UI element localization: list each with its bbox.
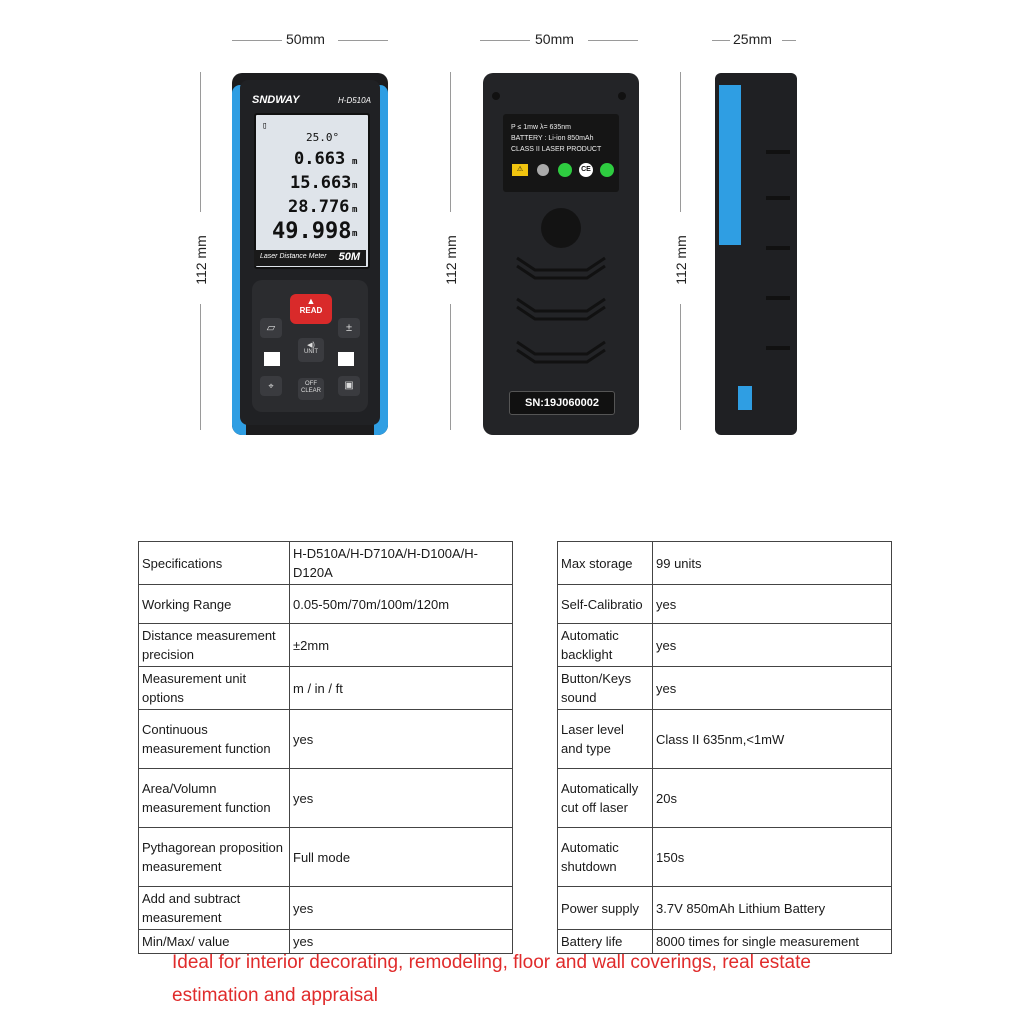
read-button-label: READ [299, 306, 323, 315]
spec-label-left: Area/Volumn measurement function [139, 769, 290, 828]
spec-label-right: Laser level and type [558, 710, 653, 769]
screw-right [618, 92, 626, 100]
spec-row [139, 624, 892, 667]
laser-warning-icon: ⚠ [512, 164, 528, 176]
lcd-reading-main: 49.998 [272, 219, 352, 244]
side-notch-1 [766, 150, 790, 154]
side-notch-3 [766, 246, 790, 250]
label-line-2: BATTERY : Li-ion 850mAh [511, 135, 594, 142]
side-notch-5 [766, 346, 790, 350]
spec-label-left: Continuous measurement function [139, 710, 290, 769]
spec-label-left: Distance measurement precision [139, 624, 290, 667]
area-button[interactable] [260, 318, 282, 338]
label-line-1: P ≤ 1mw λ= 635nm [511, 124, 571, 131]
side-width-label: 25mm [733, 31, 772, 47]
laser-warning-label [503, 114, 619, 192]
spec-row [139, 667, 892, 710]
spec-value-right: yes [653, 667, 892, 710]
lcd-unit-4: m [352, 229, 358, 239]
spec-label-left: Measurement unit options [139, 667, 290, 710]
unit-button[interactable] [298, 338, 324, 362]
tripod-socket [541, 208, 581, 248]
spec-table [138, 541, 892, 954]
ce-mark-icon: CE [579, 163, 593, 177]
spec-value-right: 150s [653, 828, 892, 887]
grip-chevron-2 [515, 297, 607, 321]
spec-gap [513, 710, 558, 769]
spec-value-left: H-D510A/H-D710A/H-D100A/H-D120A [290, 542, 513, 585]
front-height-label: 112 mm [192, 235, 209, 285]
lcd-reading-1: 0.663 [294, 149, 346, 169]
grip-chevron-3 [515, 340, 607, 364]
spec-value-right: yes [653, 624, 892, 667]
speaker-icon: ◀) [307, 342, 315, 349]
spec-value-right: 20s [653, 769, 892, 828]
spec-value-left: m / in / ft [290, 667, 513, 710]
spec-gap [513, 828, 558, 887]
lcd-unit-1: m [352, 157, 358, 167]
reference-button[interactable] [260, 376, 282, 396]
spec-value-left: yes [290, 769, 513, 828]
spec-gap [513, 585, 558, 624]
spec-gap [513, 769, 558, 828]
spec-gap [513, 667, 558, 710]
spec-label-right: Automatic backlight [558, 624, 653, 667]
label-line-3: CLASS II LASER PRODUCT [511, 146, 602, 153]
spec-value-left: Full mode [290, 828, 513, 887]
lcd-screen [254, 113, 370, 269]
model-label: H-D510A [338, 96, 371, 105]
serial-number-plate: SN:19J060002 [509, 391, 615, 415]
recycle-icon [558, 163, 572, 177]
spec-value-right: yes [653, 585, 892, 624]
unit-button-label: UNIT [304, 349, 318, 355]
lcd-unit-3: m [352, 205, 358, 215]
spec-value-right: 8000 times for single measurement [653, 930, 892, 954]
spec-row [139, 769, 892, 828]
footer-text: Ideal for interior decorating, remodeling, floor and wall coverings, real estate estimation and appraisal [172, 952, 811, 1006]
spec-label-right: Automatic shutdown [558, 828, 653, 887]
spec-value-right: 3.7V 850mAh Lithium Battery [653, 887, 892, 930]
lcd-reading-2: 15.663 [290, 173, 352, 193]
spec-label-right: Battery life [558, 930, 653, 954]
lcd-angle: 25.0° [306, 131, 340, 144]
spec-gap [513, 887, 558, 930]
white-tab-left [264, 352, 280, 366]
spec-row [139, 585, 892, 624]
brand-logo: SNDWAY [252, 94, 300, 106]
plus-minus-icon: ± [345, 322, 353, 334]
side-height-label: 112 mm [672, 235, 689, 285]
side-blue-grip [719, 85, 741, 245]
screen-caption: Laser Distance Meter [260, 253, 327, 260]
spec-row [139, 887, 892, 930]
spec-value-right: 99 units [653, 542, 892, 585]
lcd-reading-3: 28.776 [288, 197, 350, 217]
back-width-label: 50mm [535, 31, 574, 47]
spec-label-left: Add and subtract measurement [139, 887, 290, 930]
spec-label-left: Specifications [139, 542, 290, 585]
spec-label-right: Max storage [558, 542, 653, 585]
back-height-label: 112 mm [442, 235, 459, 285]
save-button[interactable] [338, 376, 360, 396]
laser-icon: ▯ [262, 121, 268, 131]
disposal-icon [537, 164, 549, 176]
spec-value-left: 0.05-50m/70m/100m/120m [290, 585, 513, 624]
spec-label-right: Self-Calibratio [558, 585, 653, 624]
rohs-icon [600, 163, 614, 177]
spec-value-left: yes [290, 930, 513, 954]
save-icon: ▣ [344, 380, 354, 391]
grip-chevron-1 [515, 256, 607, 280]
spec-label-right: Automatically cut off laser [558, 769, 653, 828]
screen-caption-bar [254, 250, 366, 266]
spec-label-right: Power supply [558, 887, 653, 930]
side-notch-2 [766, 196, 790, 200]
spec-label-left: Pythagorean proposition measurement [139, 828, 290, 887]
spec-label-left: Min/Max/ value [139, 930, 290, 954]
front-width-label: 50mm [286, 31, 325, 47]
lcd-unit-2: m [352, 181, 358, 191]
read-button[interactable] [290, 294, 332, 324]
white-tab-right [338, 352, 354, 366]
spec-value-left: yes [290, 710, 513, 769]
spec-row [139, 828, 892, 887]
side-usb-port [738, 386, 752, 410]
spec-value-left: ±2mm [290, 624, 513, 667]
up-arrow-icon: ▲ [306, 296, 316, 306]
spec-label-left: Working Range [139, 585, 290, 624]
screen-range: 50M [338, 251, 360, 263]
off-clear-button[interactable]: OFF CLEAR [298, 378, 324, 400]
spec-label-right: Button/Keys sound [558, 667, 653, 710]
spec-gap [513, 624, 558, 667]
screw-left [492, 92, 500, 100]
spec-gap [513, 542, 558, 585]
spec-row [139, 710, 892, 769]
spec-value-right: Class II 635nm,<1mW [653, 710, 892, 769]
area-icon: ▱ [266, 322, 276, 334]
side-notch-4 [766, 296, 790, 300]
spec-row [139, 542, 892, 585]
reference-icon: ⌖ [268, 381, 274, 391]
spec-value-left: yes [290, 887, 513, 930]
plus-minus-button[interactable] [338, 318, 360, 338]
